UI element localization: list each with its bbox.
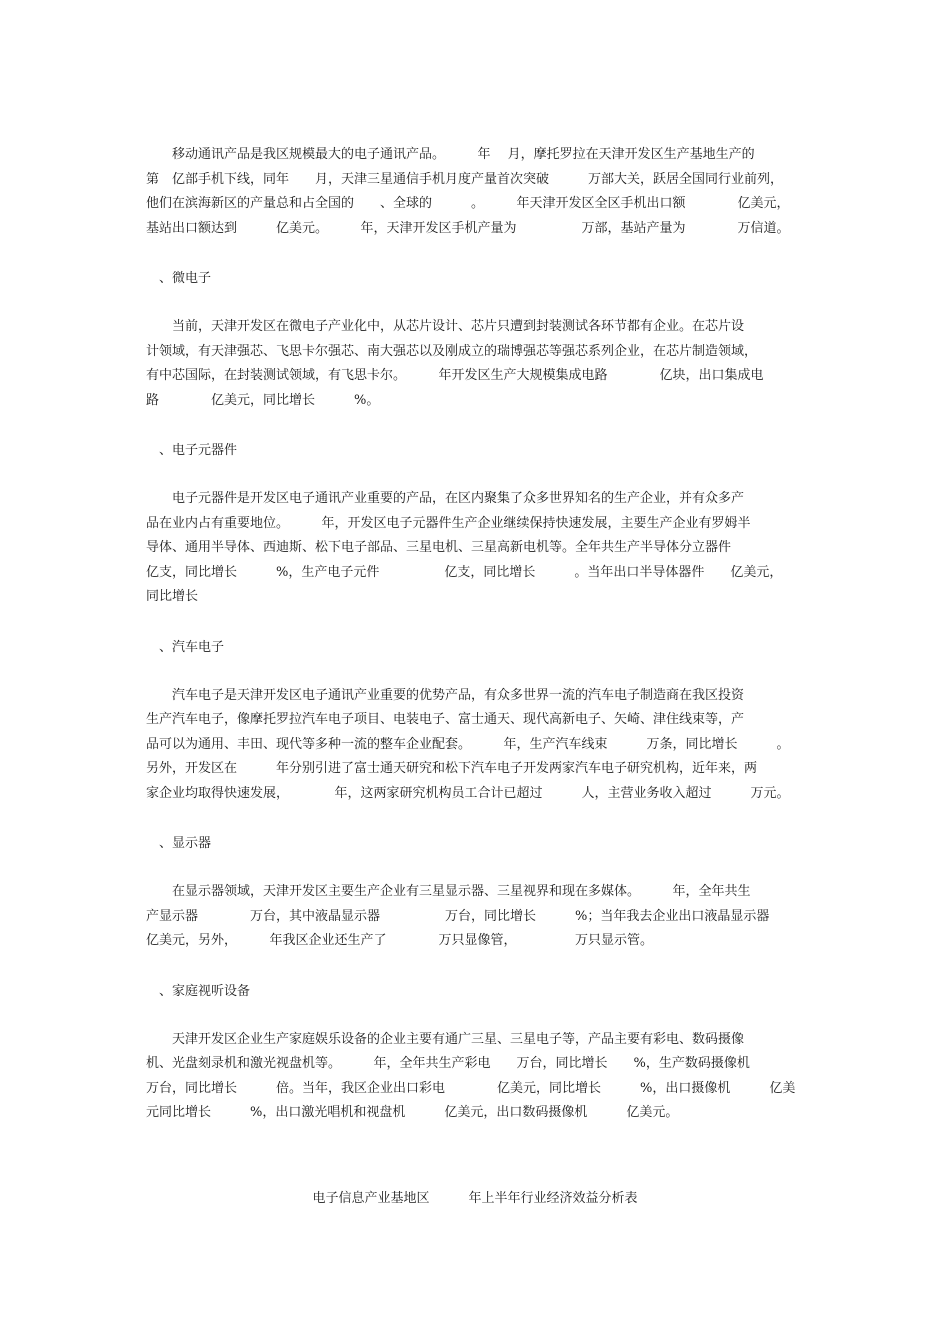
section-heading: 、家庭视听设备: [146, 983, 251, 999]
paragraph-line: 在显示器领域，天津开发区主要生产企业有三星显示器、三星视界和现在多媒体。 年，全年共生: [146, 884, 751, 899]
section-heading: 、电子元器件: [146, 443, 238, 458]
paragraph-line: 当前，天津开发区在微电子产业化中，从芯片设计、芯片只遭到封装测试各环节都有企业。在芯片设: [146, 319, 745, 334]
paragraph-line: 家企业均取得快速发展， 年，这两家研究机构员工合计已超过 人，主营业务收入超过 万元。: [146, 785, 790, 801]
section-paragraph: [146, 1028, 808, 1126]
paragraph-line: 另外，开发区在 年分别引进了富士通天研究和松下汽车电子开发两家汽车电子研究机构，近年来，两: [146, 761, 758, 776]
section-paragraph: [146, 315, 808, 413]
section-paragraph: [146, 487, 808, 610]
section-paragraph: [146, 880, 808, 954]
section-heading: 、微电子: [146, 271, 212, 286]
paragraph-line: 产显示器 万台，其中液晶显示器 万台，同比增长 %；当年我去企业出口液晶显示器: [146, 908, 770, 924]
paragraph-line: 元同比增长 %，出口激光唱机和视盘机 亿美元，出口数码摄像机 亿美元。: [146, 1105, 679, 1120]
paragraph-line: 导体、通用半导体、西迪斯、松下电子部品、三星电机、三星高新电机等。全年共生产半导体分立器件: [146, 540, 732, 555]
paragraph-line: 亿支，同比增长 %，生产电子元件 亿支，同比增长 。当年出口半导体器件 亿美元，: [146, 564, 783, 580]
section-heading: 、显示器: [146, 836, 212, 851]
paragraph-line: 移动通讯产品是我区规模最大的电子通讯产品。 年 月，摩托罗拉在天津开发区生产基地生产的: [146, 147, 755, 162]
section-paragraph: [146, 143, 808, 241]
section-heading: 、汽车电子: [146, 639, 225, 655]
paragraph-line: 生产汽车电子，像摩托罗拉汽车电子项目、电装电子、富士通天、现代高新电子、矢崎、津住线束等，产: [146, 712, 745, 727]
paragraph-line: 第 亿部手机下线，同年 月，天津三星通信手机月度产量首次突破 万部大关，跃居全国同行业前列，: [146, 171, 784, 187]
document-body: [146, 143, 808, 1152]
paragraph-line: 品可以为通用、丰田、现代等多种一流的整车企业配套。 年，生产汽车线束 万条，同比增长 。: [146, 736, 790, 752]
paragraph-line: 路 亿美元，同比增长 %。: [146, 392, 380, 408]
paragraph-line: 同比增长: [146, 589, 199, 604]
paragraph-line: 计领域，有天津强芯、飞思卡尔强芯、南大强芯以及刚成立的瑞博强芯等强芯系列企业，在芯片制造领域，: [146, 343, 758, 359]
paragraph-line: 汽车电子是天津开发区电子通讯产业重要的优势产品，有众多世界一流的汽车电子制造商在我区投资: [146, 687, 745, 703]
paragraph-line: 品在业内占有重要地位。 年，开发区电子元器件生产企业继续保持快速发展，主要生产企业有罗姆半: [146, 515, 751, 531]
section-paragraph: [146, 684, 808, 807]
paragraph-line: 万台，同比增长 倍。当年，我区企业出口彩电 亿美元，同比增长 %，出口摄像机 亿美: [146, 1080, 796, 1096]
paragraph-line: 天津开发区企业生产家庭娱乐设备的企业主要有通广三星、三星电子等，产品主要有彩电、数码摄像: [146, 1031, 745, 1047]
paragraph-line: 基站出口额达到 亿美元。 年，天津开发区手机产量为 万部，基站产量为 万信道。: [146, 220, 790, 236]
paragraph-line: 亿美元，另外， 年我区企业还生产了 万只显像管， 万只显示管。: [146, 933, 654, 948]
paragraph-line: 机、光盘刻录机和激光视盘机等。 年，全年共生产彩电 万台，同比增长 %，生产数码摄像机: [146, 1056, 750, 1071]
paragraph-line: 有中芯国际，在封装测试领域，有飞思卡尔。 年开发区生产大规模集成电路 亿块，出口集成电: [146, 368, 764, 383]
paragraph-line: 他们在滨海新区的产量总和占全国的 、全球的 。 年天津开发区全区手机出口额 亿美元，: [146, 196, 790, 211]
paragraph-line: 电子元器件是开发区电子通讯产业重要的产品，在区内聚集了众多世界知名的生产企业，并有众多产: [146, 491, 745, 506]
table-caption: 电子信息产业基地区 年上半年行业经济效益分析表: [312, 1191, 638, 1206]
